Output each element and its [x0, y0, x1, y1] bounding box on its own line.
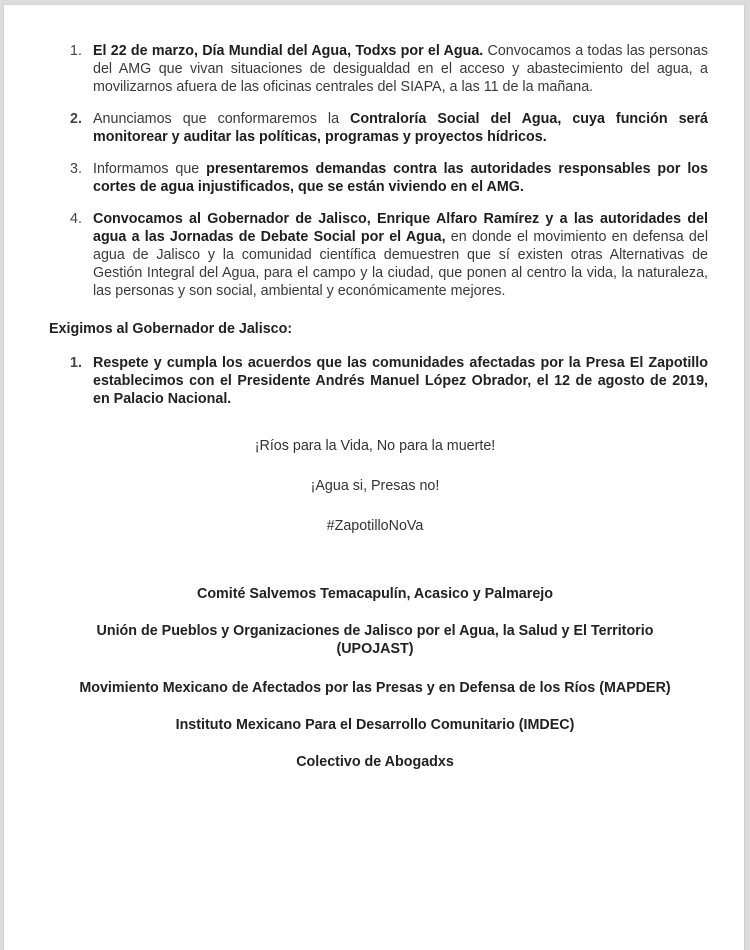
hashtag: #ZapotilloNoVa — [326, 518, 424, 534]
document-page — [3, 4, 745, 950]
signatory-comite: Comité Salvemos Temacapulín, Acasico y Palmarejo — [197, 586, 553, 602]
item-text: en donde el movimiento en defensa del agua de Jalisco y la comunidad científica demuestren que sí existen otras Alternativas de Gestión Integral del Agua, para el campo y la ciudad, que ponen al centro la vida, la naturaleza, las personas y son social, ambiental y económicamente mejores. — [93, 229, 709, 299]
item-text: Informamos que — [93, 161, 207, 177]
slogan-agua: ¡Agua si, Presas no! — [310, 478, 440, 494]
signatory-upojast-acronym: (UPOJAST) — [336, 641, 414, 657]
signatory-upojast: Unión de Pueblos y Organizaciones de Jalisco por el Agua, la Salud y El Territorio — [96, 623, 654, 639]
item-number: 4. — [70, 211, 82, 227]
item-bold-text: El 22 de marzo, Día Mundial del Agua, Todxs por el Agua. — [93, 43, 484, 59]
item-text: Anunciamos que conformaremos la — [93, 111, 351, 127]
announcement-item-4 — [70, 210, 708, 300]
item-number: 2. — [70, 111, 82, 127]
announcements-list — [70, 42, 708, 314]
signatory-imdec: Instituto Mexicano Para el Desarrollo Comunitario (IMDEC) — [175, 717, 575, 733]
item-bold-text: presentaremos demandas contra las autoridades responsables por los cortes de agua injustificados, que se están viviendo en el AMG. — [93, 161, 708, 195]
announcement-item-1 — [70, 42, 708, 96]
item-text: Convocamos a todas las personas del AMG que vivan situaciones de desigualdad en el acceso y abastecimiento del agua, a movilizarnos afuera de las oficinas centrales del SIAPA, a las 11 de la mañana. — [93, 43, 708, 95]
signatory-mapder: Movimiento Mexicano de Afectados por las Presas y en Defensa de los Ríos (MAPDER) — [79, 680, 671, 696]
item-number: 1. — [70, 355, 82, 371]
item-number: 1. — [70, 43, 82, 59]
item-bold-text: Convocamos al Gobernador de Jalisco, Enrique Alfaro Ramírez y a las autoridades del agua a las Jornadas de Debate Social por el Agua, — [93, 211, 708, 245]
demand-item-1 — [70, 354, 708, 408]
demands-list — [70, 354, 708, 422]
signatory-colectivo: Colectivo de Abogadxs — [296, 754, 454, 770]
item-number: 3. — [70, 161, 82, 177]
item-text: Respete y cumpla los acuerdos que las comunidades afectadas por la Presa El Zapotillo establecimos con el Presidente Andrés Manuel López Obrador, el 12 de agosto de 2019, en Palacio Nacional. — [93, 355, 708, 407]
announcement-item-2 — [70, 110, 708, 146]
item-bold-text: Contraloría Social del Agua, cuya función será monitorear y auditar las políticas, programas y proyectos hídricos. — [93, 111, 708, 145]
slogan-rios: ¡Ríos para la Vida, No para la muerte! — [254, 438, 496, 454]
demands-heading: Exigimos al Gobernador de Jalisco: — [49, 321, 293, 337]
announcement-item-3 — [70, 160, 708, 196]
